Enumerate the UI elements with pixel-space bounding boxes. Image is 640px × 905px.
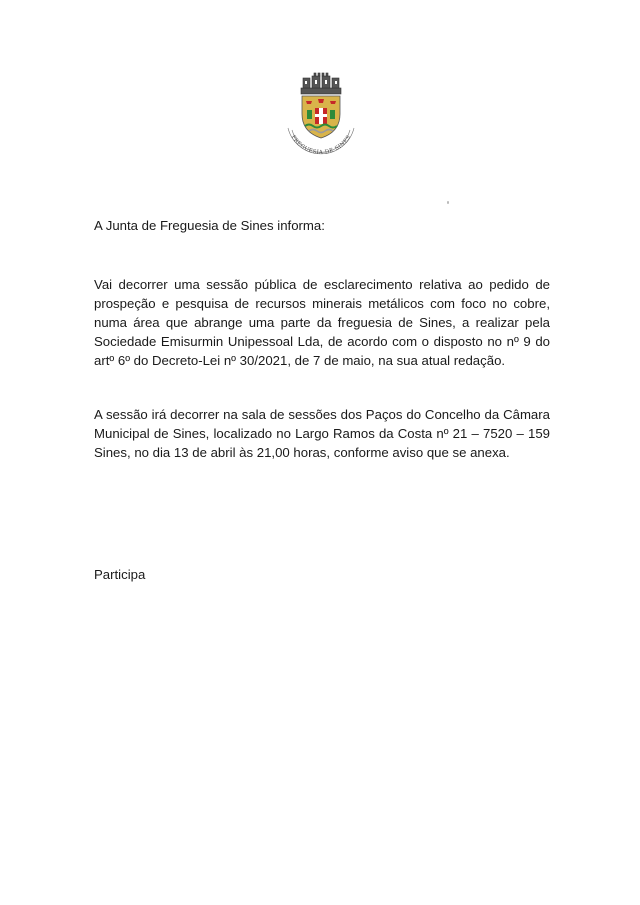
parish-coat-of-arms xyxy=(278,70,364,162)
intro-line: A Junta de Freguesia de Sines informa: xyxy=(94,218,325,233)
paragraph-line: Sines, no dia 13 de abril às 21,00 horas, conforme aviso que se anexa. xyxy=(94,445,510,460)
paragraph-line: artº 6º do Decreto-Lei nº 30/2021, de 7 de maio, na sua atual redação. xyxy=(94,353,506,368)
svg-text:FREGUESIA DE SINES: FREGUESIA DE SINES xyxy=(289,134,353,156)
paragraph-line: A sessão irá decorrer na sala de sessões dos Paços do Concelho da Câmara xyxy=(94,407,550,422)
scan-speck xyxy=(447,201,449,204)
paragraph-line: prospeção e pesquisa de recursos minerais metálicos com foco no cobre, xyxy=(94,296,550,311)
paragraph-line: Municipal de Sines, localizado no Largo Ramos da Costa nº 21 – 7520 – 159 xyxy=(94,426,550,441)
paragraph-session-location xyxy=(94,405,550,462)
coat-of-arms-icon xyxy=(278,70,364,162)
paragraph-line: Vai decorrer uma sessão pública de esclarecimento relativa ao pedido de xyxy=(94,277,550,292)
paragraph-line: numa área que abrange uma parte da freguesia de Sines, a realizar pela xyxy=(94,315,550,330)
paragraph-session-announcement xyxy=(94,275,550,370)
signoff: Participa xyxy=(94,567,146,582)
paragraph-line: Sociedade Emisurmin Unipessoal Lda, de acordo com o disposto no nº 9 do xyxy=(94,334,550,349)
